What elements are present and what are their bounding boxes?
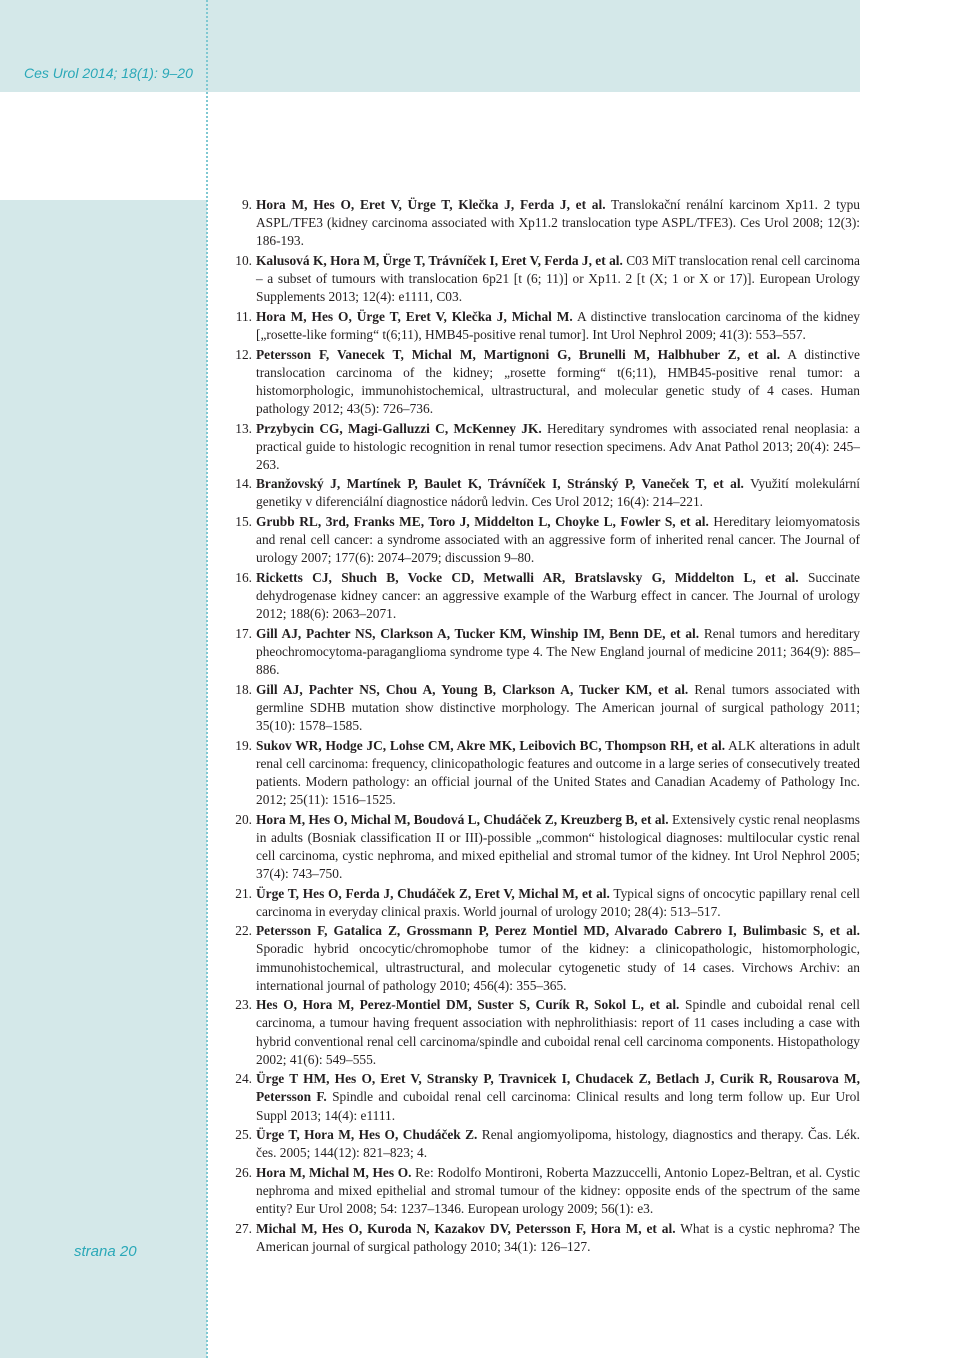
reference-item [222,252,860,306]
reference-authors: Przybycin CG, Magi-Galluzzi C, McKenney JK. [256,420,542,436]
reference-authors: Ürge T HM, Hes O, Eret V, Stransky P, Travnicek I, Chudacek Z, Betlach J, Curik R, Rousarova M, Petersson F. [256,1071,860,1105]
reference-text: Hereditary leiomyomatosis and renal cell cancer: a syndrome associated with an aggressive form of inherited renal cancer. The Journal of urology 2007; 177(6): 2074–2079; discussion 9–80. [256,514,861,566]
reference-text: Sporadic hybrid oncocytic/chromophobe tumor of the kidney: a clinicopathologic, histomorphologic, immunohistochemical, ultrastructural, and molecular cytogenetic study of 14 cases. Virchows Archiv: an international journal of pathology 2010; 456(4): 355–365. [256,941,860,993]
reference-text: Typical signs of oncocytic papillary renal cell carcinoma in everyday clinical praxis. World journal of urology 2010; 28(4): 513–517. [256,885,861,919]
reference-item [222,308,860,344]
reference-authors: Sukov WR, Hodge JC, Lohse CM, Akre MK, Leibovich BC, Thompson RH, et al. [256,737,726,753]
side-margin-band [0,200,207,1358]
reference-number: 20. [235,811,252,827]
reference-item [222,569,860,623]
reference-text: What is a cystic nephroma? The American journal of surgical pathology 2010; 34(1): 126–127. [256,1220,860,1254]
reference-number: 10. [235,252,252,268]
reference-authors: Hes O, Hora M, Perez-Montiel DM, Suster S, Curík R, Sokol L, et al. [256,997,680,1013]
reference-number: 26. [235,1164,252,1180]
reference-number: 21. [235,885,252,901]
reference-item [222,196,860,250]
reference-number: 25. [235,1127,252,1143]
reference-text: Spindle and cuboidal renal cell carcinoma: Clinical results and long term follow up. Eur Urol Suppl 2013; 14(4): e1111. [256,1089,860,1123]
reference-authors: Ricketts CJ, Shuch B, Vocke CD, Metwalli AR, Bratslavsky G, Middelton L, et al. [256,570,799,586]
reference-text: Extensively cystic renal neoplasms in adults (Bosniak classification II or III)-possible „common“ histological diagnoses: multilocular cystic renal cell carcinoma, cystic nephroma, and mixed epithelial and stromal tumor of the kidney. Int Urol Nephrol 2005; 37(4): 743–750. [256,811,861,881]
reference-authors: Gill AJ, Pachter NS, Clarkson A, Tucker KM, Winship IM, Benn DE, et al. [256,625,700,641]
reference-item [222,625,860,679]
reference-item [222,811,860,883]
reference-number: 15. [235,514,252,530]
reference-text: Spindle and cuboidal renal cell carcinoma, a tumour having frequent association with nephrolithiasis: report of 11 cases including a case with hybrid conventional renal cell carcinoma/spindle and cuboidal renal cell carcinoma components. Histopathology 2002; 41(6): 549–555. [256,997,860,1067]
reference-text: Renal angiomyolipoma, histology, diagnostics and therapy. Čas. Lék. čes. 2005; 144(12): 821–823; 4. [256,1127,861,1161]
reference-text: Renal tumors associated with germline SDHB mutation show distinctive morphology. The American journal of surgical pathology 2011; 35(10): 1578–1585. [256,681,860,733]
reference-item [222,1126,860,1162]
reference-authors: Hora M, Michal M, Hes O. [256,1164,412,1180]
journal-citation: Ces Urol 2014; 18(1): 9–20 [24,65,193,81]
reference-authors: Hora M, Hes O, Ürge T, Eret V, Klečka J, Michal M. [256,308,573,324]
reference-item [222,737,860,809]
reference-item [222,346,860,418]
reference-text: Re: Rodolfo Montironi, Roberta Mazzuccelli, Antonio Lopez-Beltran, et al. Cystic nephroma and mixed epithelial and stromal tumour of the kidney: opposite ends of the spectrum of the same entity? Eur Urol 2008; 54: 1237–1346. European urology 2009; 56(1): e3. [256,1164,860,1217]
reference-authors: Hora M, Hes O, Michal M, Boudová L, Chudáček Z, Kreuzberg B, et al. [256,811,669,827]
reference-number: 14. [235,476,252,492]
reference-authors: Ürge T, Hora M, Hes O, Chudáček Z. [256,1127,478,1143]
reference-text: C03 MiT translocation renal cell carcinoma – a subset of tumours with translocation 6p21 [t (6; 11)] or Xp11. 2 [t (X; 1 or X or 17)]. European Urology Supplements 2013; 12(4): e1111, C03. [256,252,860,305]
reference-item [222,1220,860,1256]
reference-list [222,196,860,1258]
reference-authors: Hora M, Hes O, Eret V, Ürge T, Klečka J, Ferda J, et al. [256,197,606,212]
reference-number: 19. [235,737,252,753]
reference-item [222,885,860,921]
reference-item [222,681,860,735]
reference-text: A distinctive translocation carcinoma of the kidney [„rosette-like forming“ t(6;11), HMB45-positive renal tumor]. Int Urol Nephrol 2009; 41(3): 553–557. [256,308,861,342]
reference-text: Succinate dehydrogenase kidney cancer: an aggressive example of the Warburg effect in cancer. The Journal of urology 2012; 188(6): 2063–2071. [256,570,860,622]
reference-number: 11. [235,308,252,324]
reference-text: A distinctive translocation carcinoma of the kidney; „rosette forming“ t(6;11), HMB45-positive renal tumor: a histomorphologic, immunohistochemical, ultrastructural, and molecular genetic study of 4 cases. Human pathology 2012; 43(5): 726–736. [256,346,860,416]
reference-item [222,513,860,567]
reference-item [222,1164,860,1218]
reference-number: 16. [235,570,252,586]
reference-text: Translokační renální karcinom Xp11. 2 typu ASPL/TFE3 (kidney carcinoma associated with Xp11.2 translocation type ASPL/TFE3). Ces Urol 2008; 12(3): 186-193. [256,197,860,249]
reference-item [222,922,860,994]
reference-number: 17. [235,625,252,641]
reference-authors: Branžovský J, Martínek P, Baulet K, Trávníček I, Stránský P, Vaneček T, et al. [256,476,744,492]
reference-authors: Gill AJ, Pachter NS, Chou A, Young B, Clarkson A, Tucker KM, et al. [256,681,689,697]
reference-authors: Grubb RL, 3rd, Franks ME, Toro J, Middelton L, Choyke L, Fowler S, et al. [256,514,709,530]
reference-item [222,996,860,1068]
reference-number: 12. [235,346,252,362]
reference-authors: Petersson F, Vanecek T, Michal M, Martignoni G, Brunelli M, Halbhuber Z, et al. [256,346,781,362]
reference-authors: Ürge T, Hes O, Ferda J, Chudáček Z, Eret V, Michal M, et al. [256,885,610,901]
reference-item [222,1070,860,1124]
page-number: strana 20 [74,1243,137,1260]
reference-number: 23. [235,997,252,1013]
reference-number: 27. [235,1220,252,1236]
reference-authors: Michal M, Hes O, Kuroda N, Kazakov DV, Petersson F, Hora M, et al. [256,1220,676,1236]
dotted-divider [206,0,208,1358]
reference-number: 24. [235,1071,252,1087]
reference-text: Renal tumors and hereditary pheochromocytoma-paraganglioma syndrome type 4. The New England journal of medicine 2011; 364(9): 885–886. [256,625,861,678]
reference-item [222,475,860,511]
reference-number: 22. [235,923,252,939]
reference-number: 9. [241,197,252,212]
reference-text: ALK alterations in adult renal cell carcinoma: frequency, clinicopathologic features and outcome in a large series of consecutively treated patients. Modern pathology: an official journal of the United States and Canadian Academy of Pathology Inc. 2012; 25(11): 1516–1525. [256,737,860,807]
reference-number: 18. [235,681,252,697]
reference-item [222,420,860,474]
reference-text: Využití molekulární genetiky v diferenciální diagnostice nádorů ledvin. Ces Urol 2012; 16(4): 214–221. [256,476,860,510]
reference-authors: Petersson F, Gatalica Z, Grossmann P, Perez Montiel MD, Alvarado Cabrero I, Bulimbasic S, et al. [256,923,860,939]
reference-text: Hereditary syndromes with associated renal neoplasia: a practical guide to histologic recognition in renal tumor resection specimens. Adv Anat Pathol 2013; 20(4): 245–263. [256,420,860,472]
reference-number: 13. [235,420,252,436]
reference-authors: Kalusová K, Hora M, Ürge T, Trávníček I, Eret V, Ferda J, et al. [256,252,623,268]
